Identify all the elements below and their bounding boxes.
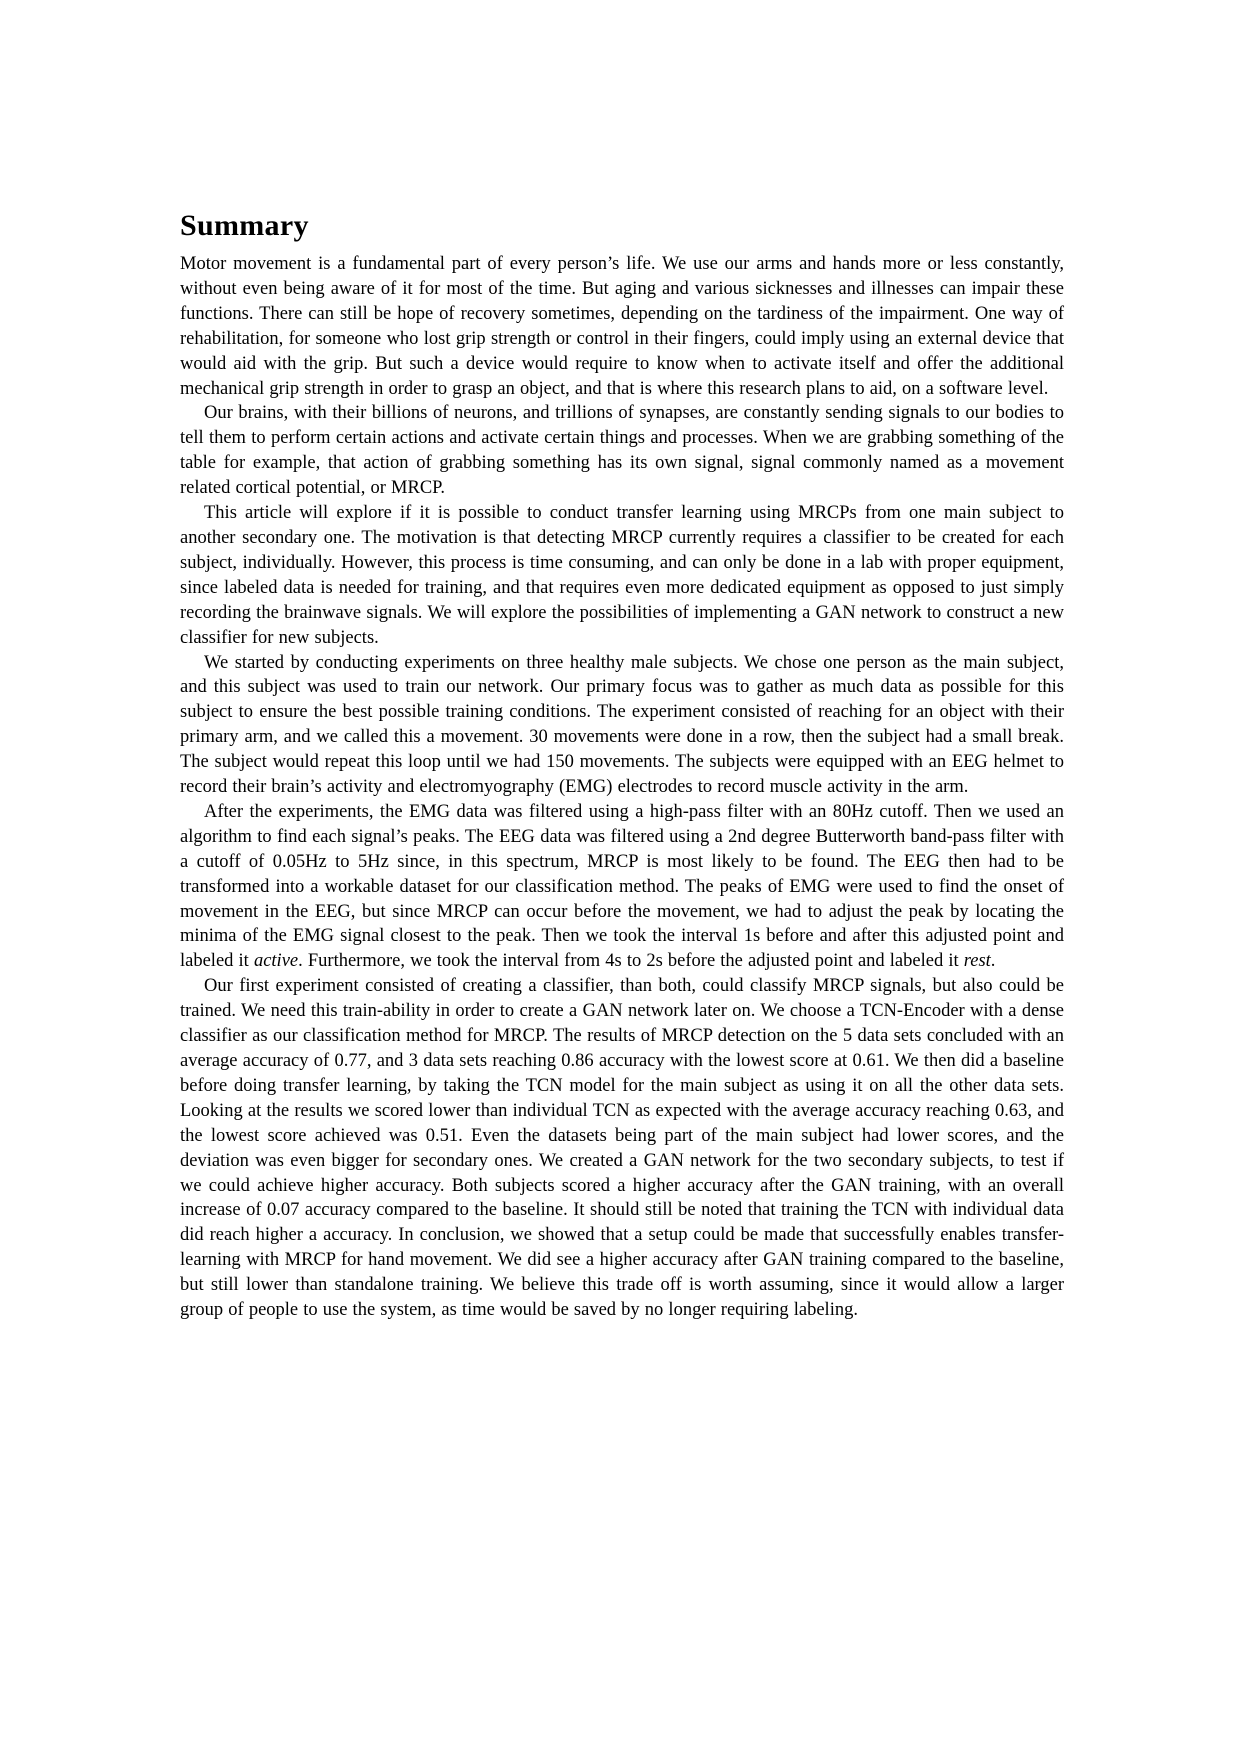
emphasis-active: active (253, 951, 299, 972)
paragraph-after-experiments (180, 800, 1064, 974)
paragraph-first-experiment: Our first experiment consisted of creating a classifier, than both, could classify MRCP signals, but also could be trained. We need this train-ability in order to create a GAN network later on. We choose a TCN-Encoder with a dense classifier as our classification method for MRCP. The results of MRCP detection on the 5 data sets concluded with an average accuracy of 0.77, and 3 data sets reaching 0.86 accuracy with the lowest score at 0.61. We then did a baseline before doing transfer learning, by taking the TCN model for the main subject as using it on all the other data sets. Looking at the results we scored lower than individual TCN as expected with the average accuracy reaching 0.63, and the lowest score achieved was 0.51. Even the datasets being part of the main subject had lower scores, and the deviation was even bigger for secondary ones. We created a GAN network for the two secondary subjects, to test if we could achieve higher accuracy. Both subjects scored a higher accuracy after the GAN training, with an overall increase of 0.07 accuracy compared to the baseline. It should still be noted that training the TCN with individual data did reach higher a accuracy. In conclusion, we showed that a setup could be made that successfully enables transfer-learning with MRCP for hand movement. We did see a higher accuracy after GAN training compared to the baseline, but still lower than standalone training. We believe this trade off is worth assuming, since it would allow a larger group of people to use the system, as time would be saved by no longer requiring labeling. (180, 976, 1064, 1321)
paragraph-segment: . Furthermore, we took the interval from 4s to 2s before the adjusted point and labeled it (298, 951, 964, 972)
paragraph-we-started: We started by conducting experiments on three healthy male subjects. We chose one person as the main subject, and this subject was used to train our network. Our primary focus was to gather as much data as possible for this subject to ensure the best possible training conditions. The experiment consisted of reaching for an object with their primary arm, and we called this a movement. 30 movements were done in a row, then the subject had a small break. The subject would repeat this loop until we had 150 movements. The subjects were equipped with an EEG helmet to record their brain’s activity and electromyography (EMG) electrodes to record muscle activity in the arm. (180, 652, 1064, 798)
paragraph-motor-movement: Motor movement is a fundamental part of every person’s life. We use our arms and hands more or less constantly, without even being aware of it for most of the time. But aging and various sicknesses and illnesses can impair these functions. There can still be hope of recovery sometimes, depending on the tardiness of the impairment. One way of rehabilitation, for someone who lost grip strength or control in their fingers, could imply using an external device that would aid with the grip. But such a device would require to know when to activate itself and offer the additional mechanical grip strength in order to grasp an object, and that is where this research plans to aid, on a software level. (180, 254, 1064, 399)
paragraph-segment: . (990, 951, 996, 972)
paragraph-segment: After the experiments, the EMG data was filtered using a high-pass filter with an 80Hz cutoff. Then we used an algorithm to find each signal’s peaks. The EEG data was filtered using a 2nd degree Butterworth band-pass filter with a cutoff of 0.05Hz to 5Hz since, in this spectrum, MRCP is most likely to be found. The EEG then had to be transformed into a workable dataset for our classification method. The peaks of EMG were used to find the onset of movement in the EEG, but since MRCP can occur before the movement, we had to adjust the peak by locating the minima of the EMG signal closest to the peak. Then we took the interval 1s before and after this adjusted point and labeled it (180, 801, 1064, 972)
document-page (180, 208, 1064, 1323)
emphasis-rest: rest (963, 951, 991, 972)
page-title: Summary (180, 209, 309, 242)
paragraph-this-article: This article will explore if it is possible to conduct transfer learning using MRCPs from one main subject to another secondary one. The motivation is that detecting MRCP currently requires a classifier to be created for each subject, individually. However, this process is time consuming, and can only be done in a lab with proper equipment, since labeled data is needed for training, and that requires even more dedicated equipment as opposed to just simply recording the brainwave signals. We will explore the possibilities of implementing a GAN network to construct a new classifier for new subjects. (180, 503, 1064, 648)
paragraph-our-brains: Our brains, with their billions of neurons, and trillions of synapses, are constantly sending signals to our bodies to tell them to perform certain actions and activate certain things and processes. When we are grabbing something of the table for example, that action of grabbing something has its own signal, signal commonly named as a movement related cortical potential, or MRCP. (180, 403, 1064, 499)
